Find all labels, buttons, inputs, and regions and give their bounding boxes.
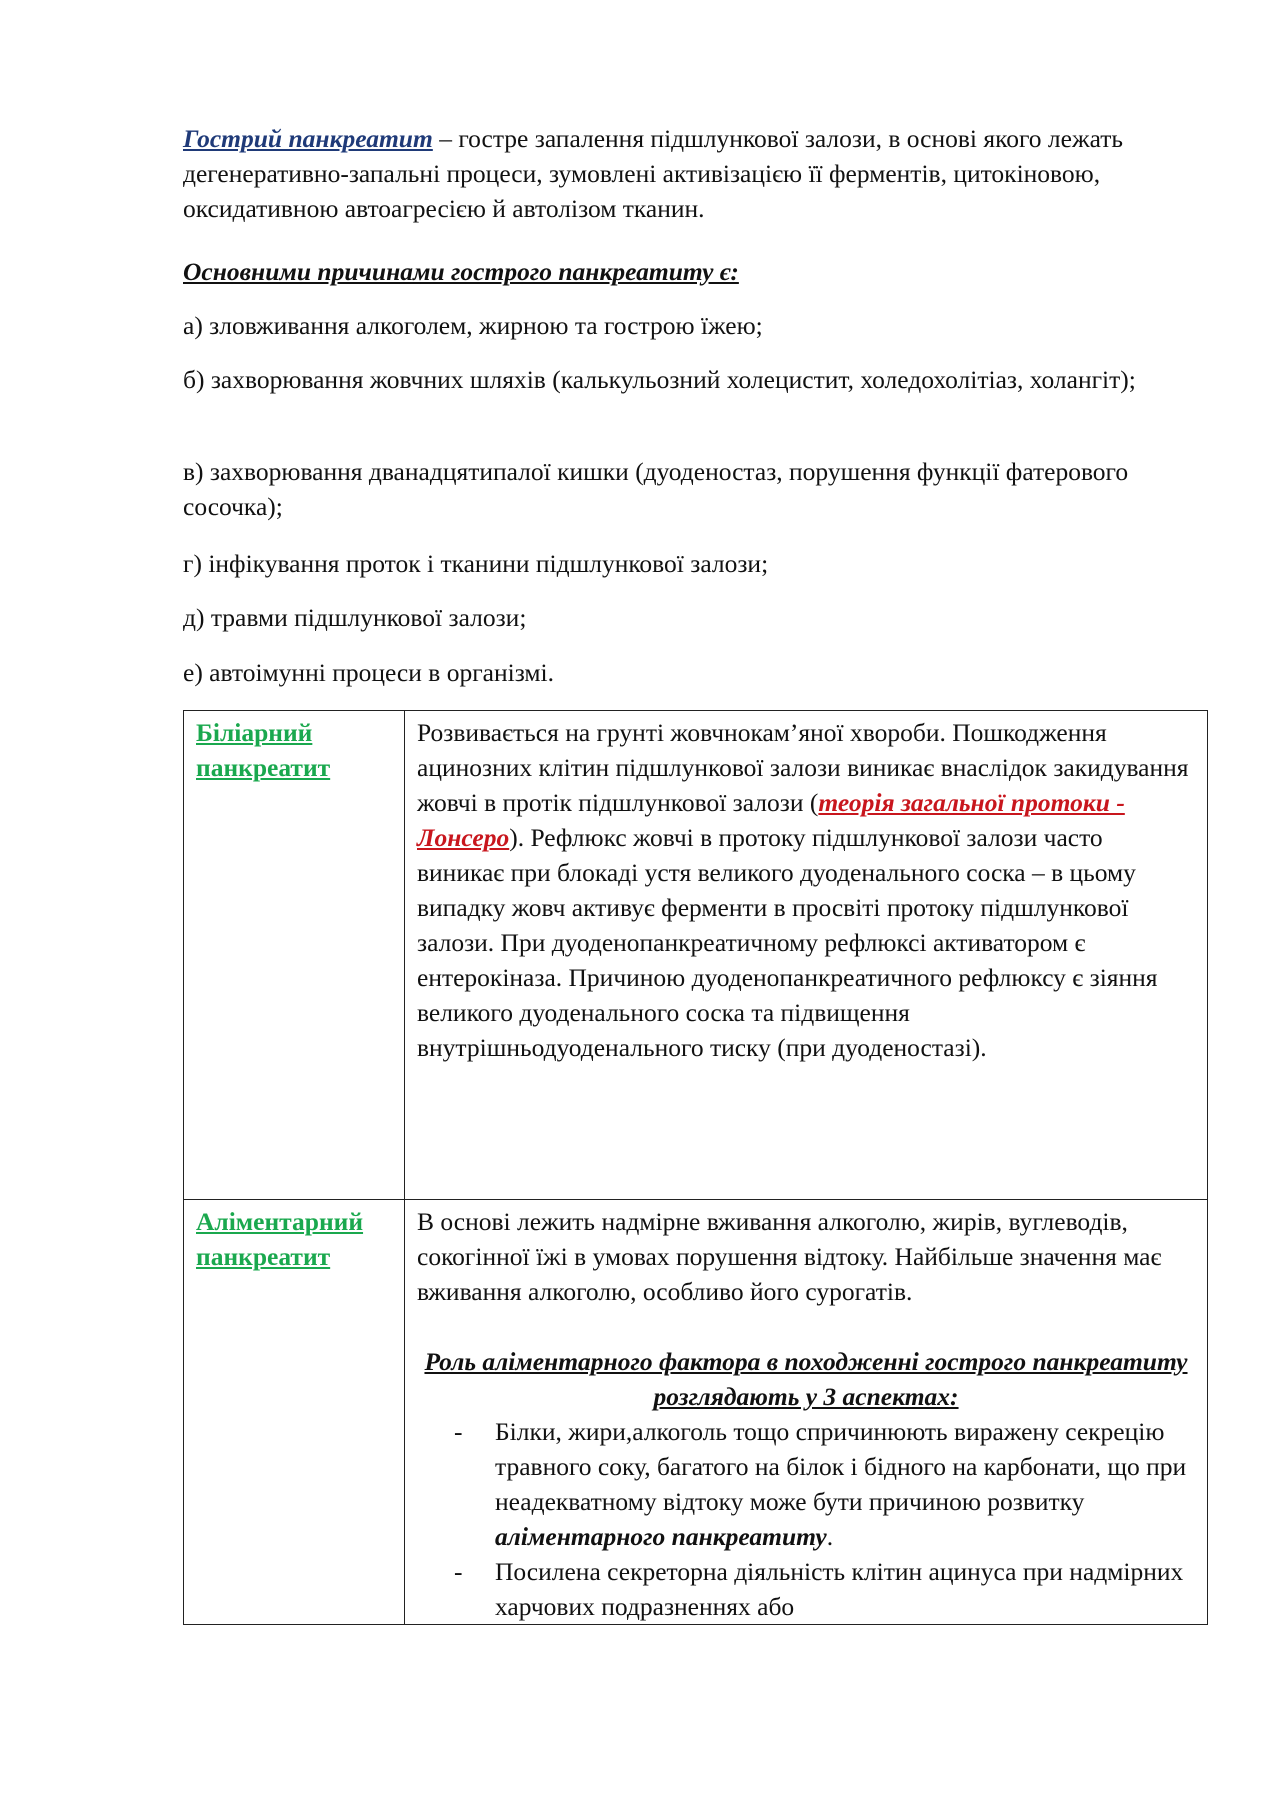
aspect-end: . xyxy=(826,1522,834,1551)
form-name-cell xyxy=(184,711,405,1200)
cause-item-d: д) травми підшлункової залози; xyxy=(183,603,527,632)
cause-item-b: б) захворювання жовчних шляхів (калькульозний холецистит, холедохолітіаз, холангіт); xyxy=(183,365,1136,394)
aspects-list xyxy=(417,1414,1195,1624)
form-description-cell xyxy=(405,1200,1208,1625)
alimentary-text: В основі лежить надмірне вживання алкоголю, жирів, вуглеводів, сокогінної їжі в умовах порушення відтоку. Найбільше значення має вживання алкоголю, особливо його сурогатів. xyxy=(417,1207,1162,1306)
list-item xyxy=(417,1414,1195,1554)
theory-lonsero: теорія загальної протоки - Лонсеро xyxy=(417,788,1125,852)
biliary-text-before: Розвивається на грунті жовчнокам’яної хвороби. Пошкодження ацинозних клітин підшлункової залози виникає внаслідок закидування жовчі в протік підшлункової залози ( xyxy=(417,718,1189,817)
cause-item-v: в) захворювання дванадцятипалої кишки (дуоденостаз, порушення функції фатерового сосочка); xyxy=(183,457,1129,521)
intro-paragraph xyxy=(183,121,1193,226)
dash-bullet: - xyxy=(454,1417,463,1446)
dash-bullet: - xyxy=(454,1557,463,1586)
pancreatitis-forms-table xyxy=(183,710,1208,1625)
form-description-cell xyxy=(405,711,1208,1200)
cause-item-e: е) автоімунні процеси в організмі. xyxy=(183,658,555,687)
biliary-text-after: ). Рефлюкс жовчі в протоку підшлункової залози часто виникає при блокаді устя великого дуоденального соска – в цьому випадку жовч активує ферменти в просвіті протоку підшлункової залози. При дуоденопанкреатичному рефлюксі активатором є ентерокіназа. Причиною дуоденопанкреатичного рефлюксу є зіяння великого дуоденального соска та підвищення внутрішньодуоденального тиску (при дуоденостазі). xyxy=(417,823,1158,1062)
aspects-heading: Роль аліментарного фактора в походженні гострого панкреатиту розглядають у 3 аспектах: xyxy=(424,1347,1188,1411)
aspect-text: Посилена секреторна діяльність клітин ацинуса при надмірних харчових подразненнях або xyxy=(495,1557,1184,1621)
table-row xyxy=(184,1200,1208,1625)
cause-item-g: г) інфікування проток і тканини підшлункової залози; xyxy=(183,549,769,578)
cause-item-a: а) зловживання алкоголем, жирною та гострою їжею; xyxy=(183,311,763,340)
aspect-text: Білки, жири,алкоголь тощо спричинюють виражену секрецію травного соку, багатого на білок і бідного на карбонати, що при неадекватному відтоку може бути причиною розвитку xyxy=(495,1417,1187,1516)
form-name-cell xyxy=(184,1200,405,1625)
form-name-biliary: Біліарний панкреатит xyxy=(196,718,331,782)
table-row xyxy=(184,711,1208,1200)
aspect-emphasis: аліментарного панкреатиту xyxy=(495,1522,827,1551)
intro-definition: – гостре запалення підшлункової залози, в основі якого лежать дегенеративно-запальні процеси, зумовлені активізацією її ферментів, цитокіновою, оксидативною автоагресією й автолізом тканин. xyxy=(183,124,1124,223)
form-name-alimentary: Аліментарний панкреатит xyxy=(196,1207,364,1271)
causes-heading: Основними причинами гострого панкреатиту є: xyxy=(183,257,739,286)
term-acute-pancreatitis: Гострий панкреатит xyxy=(183,124,433,153)
list-item xyxy=(417,1554,1195,1624)
